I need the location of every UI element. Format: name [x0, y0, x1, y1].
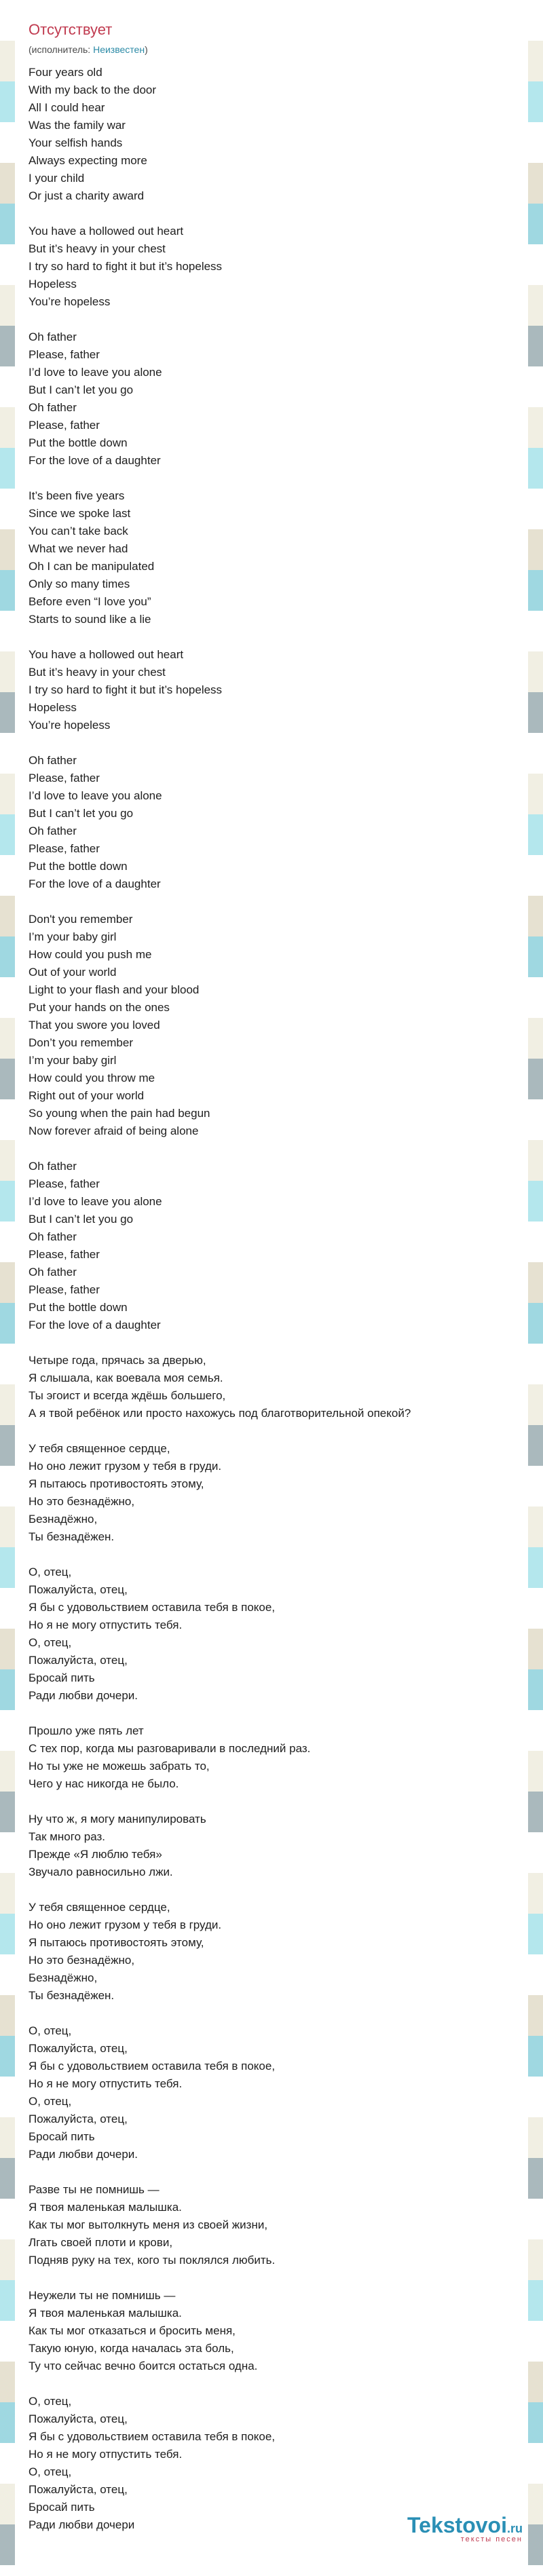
lyrics-line: For the love of a daughter [29, 1319, 161, 1331]
lyrics-line: For the love of a daughter [29, 454, 161, 467]
lyrics-line: Бросай пить [29, 1671, 95, 1684]
lyrics-line: I’d love to leave you alone [29, 366, 162, 379]
lyrics-line: Чего у нас никогда не было. [29, 1777, 179, 1790]
lyrics-line: С тех пор, когда мы разговаривали в последний раз. [29, 1742, 311, 1755]
lyrics-line: Oh father [29, 825, 77, 837]
lyrics-line: With my back to the door [29, 83, 157, 96]
lyrics-line: I try so hard to fight it but it’s hopeless [29, 683, 223, 696]
lyrics-line: Please, father [29, 419, 100, 432]
lyrics-line: Put the bottle down [29, 1301, 128, 1314]
lyrics-body [29, 64, 514, 2534]
lyrics-line: Пожалуйста, отец, [29, 1654, 128, 1667]
lyrics-line: Неужели ты не помнишь — [29, 2289, 176, 2302]
lyrics-line: Бросай пить [29, 2130, 95, 2143]
lyrics-line: You’re hopeless [29, 719, 111, 732]
lyrics-stanza [29, 646, 514, 734]
lyrics-line: Пожалуйста, отец, [29, 2483, 128, 2496]
lyrics-line: Please, father [29, 1248, 100, 1261]
lyrics-line: Я бы с удовольствием оставила тебя в покое, [29, 2060, 276, 2072]
lyrics-line: Прошло уже пять лет [29, 1724, 144, 1737]
lyrics-line: Я бы с удовольствием оставила тебя в покое, [29, 2430, 276, 2443]
lyrics-stanza [29, 1352, 514, 1422]
lyrics-line: Hopeless [29, 701, 77, 714]
lyrics-line: Лгать своей плоти и крови, [29, 2236, 173, 2249]
lyrics-line: Four years old [29, 66, 102, 79]
lyrics-line: Ну что ж, я могу манипулировать [29, 1813, 206, 1825]
lyrics-line: Я твоя маленькая малышка. [29, 2201, 182, 2214]
lyrics-line: О, отец, [29, 1566, 72, 1578]
lyrics-line: So young when the pain had begun [29, 1107, 210, 1120]
logo-subtitle: тексты песен [460, 2535, 523, 2543]
lyrics-line: I’m your baby girl [29, 930, 117, 943]
lyrics-line: Oh I can be manipulated [29, 560, 155, 573]
lyrics-line: Но это безнадёжно, [29, 1954, 135, 1967]
lyrics-line: Oh father [29, 1230, 77, 1243]
lyrics-stanza [29, 752, 514, 893]
lyrics-line: Прежде «Я люблю тебя» [29, 1848, 162, 1861]
lyrics-line: Please, father [29, 1177, 100, 1190]
lyrics-stanza [29, 1564, 514, 1705]
lyrics-line: О, отец, [29, 2465, 72, 2478]
song-title: Отсутствует [29, 21, 113, 38]
lyrics-line: Always expecting more [29, 154, 147, 167]
lyrics-line: Четыре года, прячась за дверью, [29, 1354, 206, 1367]
lyrics-line: That you swore you loved [29, 1019, 160, 1031]
lyrics-line: Please, father [29, 772, 100, 784]
performer-close: ) [145, 44, 148, 55]
lyrics-line: Please, father [29, 1283, 100, 1296]
lyrics-line: Я пытаюсь противостоять этому, [29, 1936, 204, 1949]
lyrics-line: Out of your world [29, 966, 117, 979]
lyrics-line: Your selfish hands [29, 136, 123, 149]
performer-open: (исполнитель: [29, 44, 94, 55]
lyrics-line: Please, father [29, 348, 100, 361]
lyrics-line: Ты эгоист и всегда ждёшь большего, [29, 1389, 226, 1402]
lyrics-line: Ты безнадёжен. [29, 1989, 115, 2002]
lyrics-line: Пожалуйста, отец, [29, 2113, 128, 2125]
lyrics-line: Put the bottle down [29, 860, 128, 873]
lyrics-line: All I could hear [29, 101, 105, 114]
lyrics-line: Подняв руку на тех, кого ты поклялся любить. [29, 2254, 276, 2267]
lyrics-page [29, 20, 514, 2552]
lyrics-line: Я твоя маленькая малышка. [29, 2307, 182, 2319]
lyrics-line: О, отец, [29, 2095, 72, 2108]
lyrics-line: Я пытаюсь противостоять этому, [29, 1477, 204, 1490]
lyrics-line: Please, father [29, 842, 100, 855]
lyrics-line: Пожалуйста, отец, [29, 2412, 128, 2425]
lyrics-line: Oh father [29, 1160, 77, 1173]
lyrics-line: Разве ты не помнишь — [29, 2183, 160, 2196]
lyrics-line: Пожалуйста, отец, [29, 1583, 128, 1596]
lyrics-line: Но я не могу отпустить тебя. [29, 1618, 183, 1631]
lyrics-line: But I can’t let you go [29, 383, 134, 396]
lyrics-line: How could you throw me [29, 1072, 155, 1084]
lyrics-line: Ты безнадёжен. [29, 1530, 115, 1543]
lyrics-line: I try so hard to fight it but it’s hopeless [29, 260, 223, 273]
lyrics-stanza [29, 911, 514, 1140]
lyrics-line: I’m your baby girl [29, 1054, 117, 1067]
lyrics-line: Но оно лежит грузом у тебя в груди. [29, 1460, 222, 1473]
lyrics-line: Ради любви дочери. [29, 2148, 138, 2161]
lyrics-stanza [29, 328, 514, 470]
lyrics-line: Так много раз. [29, 1830, 106, 1843]
lyrics-line: You’re hopeless [29, 295, 111, 308]
lyrics-line: Since we spoke last [29, 507, 131, 520]
lyrics-line: Now forever afraid of being alone [29, 1124, 199, 1137]
lyrics-stanza [29, 1899, 514, 2005]
lyrics-line: Но я не могу отпустить тебя. [29, 2448, 183, 2461]
lyrics-line: У тебя священное сердце, [29, 1442, 170, 1455]
lyrics-line: Oh father [29, 330, 77, 343]
lyrics-line: Oh father [29, 754, 77, 767]
lyrics-line: Но ты уже не можешь забрать то, [29, 1760, 210, 1773]
lyrics-stanza [29, 1440, 514, 1546]
lyrics-line: What we never had [29, 542, 128, 555]
lyrics-stanza [29, 1811, 514, 1881]
lyrics-line: О, отец, [29, 1636, 72, 1649]
lyrics-line: You have a hollowed out heart [29, 648, 184, 661]
lyrics-line: Or just a charity award [29, 189, 145, 202]
lyrics-line: I’d love to leave you alone [29, 1195, 162, 1208]
lyrics-line: But it’s heavy in your chest [29, 242, 166, 255]
lyrics-line: Как ты мог отказаться и бросить меня, [29, 2324, 236, 2337]
lyrics-line: Light to your flash and your blood [29, 983, 200, 996]
lyrics-line: Put the bottle down [29, 436, 128, 449]
lyrics-line: Ту что сейчас вечно боится остаться одна. [29, 2360, 258, 2372]
lyrics-line: For the love of a daughter [29, 877, 161, 890]
lyrics-line: Right out of your world [29, 1089, 145, 1102]
lyrics-line: But I can’t let you go [29, 1213, 134, 1226]
lyrics-stanza [29, 487, 514, 628]
lyrics-line: Я бы с удовольствием оставила тебя в покое, [29, 1601, 276, 1614]
lyrics-line: А я твой ребёнок или просто нахожусь под благотворительной опекой? [29, 1407, 411, 1420]
lyrics-line: Но это безнадёжно, [29, 1495, 135, 1508]
lyrics-stanza [29, 2022, 514, 2163]
lyrics-line: I’d love to leave you alone [29, 789, 162, 802]
lyrics-line: How could you push me [29, 948, 152, 961]
lyrics-line: Такую юную, когда началась эта боль, [29, 2342, 234, 2355]
lyrics-line: Put your hands on the ones [29, 1001, 170, 1014]
lyrics-stanza [29, 2287, 514, 2375]
lyrics-line: Oh father [29, 401, 77, 414]
logo-main-text: Tekstovoi [407, 2513, 507, 2537]
lyrics-line: Ради любви дочери. [29, 1689, 138, 1702]
lyrics-line: У тебя священное сердце, [29, 1901, 170, 1914]
performer-line [29, 43, 514, 56]
lyrics-line: Was the family war [29, 119, 126, 132]
lyrics-stanza [29, 223, 514, 311]
lyrics-line: Hopeless [29, 278, 77, 290]
lyrics-line: Starts to sound like a lie [29, 613, 151, 626]
lyrics-stanza [29, 64, 514, 205]
lyrics-line: Звучало равносильно лжи. [29, 1865, 173, 1878]
lyrics-stanza [29, 2181, 514, 2269]
lyrics-line: Бросай пить [29, 2501, 95, 2514]
lyrics-line: I your child [29, 172, 85, 185]
lyrics-line: Before even “I love you” [29, 595, 151, 608]
lyrics-line: Only so many times [29, 577, 130, 590]
lyrics-line: It’s been five years [29, 489, 125, 502]
lyrics-line: Безнадёжно, [29, 1513, 98, 1526]
lyrics-stanza [29, 1722, 514, 1793]
site-logo[interactable] [407, 2514, 523, 2543]
lyrics-line: Безнадёжно, [29, 1971, 98, 1984]
lyrics-line: Как ты мог вытолкнуть меня из своей жизни, [29, 2218, 268, 2231]
performer-link[interactable]: Неизвестен [93, 44, 145, 55]
lyrics-line: But it’s heavy in your chest [29, 666, 166, 679]
lyrics-stanza [29, 1158, 514, 1334]
logo-tld-text: .ru [506, 2522, 523, 2535]
lyrics-line: Но я не могу отпустить тебя. [29, 2077, 183, 2090]
lyrics-line: Oh father [29, 1266, 77, 1278]
lyrics-line: But I can’t let you go [29, 807, 134, 820]
lyrics-line: Ради любви дочери [29, 2518, 135, 2531]
lyrics-line: Don’t you remember [29, 1036, 134, 1049]
lyrics-line: Пожалуйста, отец, [29, 2042, 128, 2055]
lyrics-line: You have a hollowed out heart [29, 225, 184, 238]
lyrics-line: Но оно лежит грузом у тебя в груди. [29, 1918, 222, 1931]
lyrics-line: Я слышала, как воевала моя семья. [29, 1371, 223, 1384]
lyrics-line: You can’t take back [29, 525, 128, 537]
lyrics-line: О, отец, [29, 2395, 72, 2408]
lyrics-line: О, отец, [29, 2024, 72, 2037]
lyrics-line: Don't you remember [29, 913, 133, 926]
